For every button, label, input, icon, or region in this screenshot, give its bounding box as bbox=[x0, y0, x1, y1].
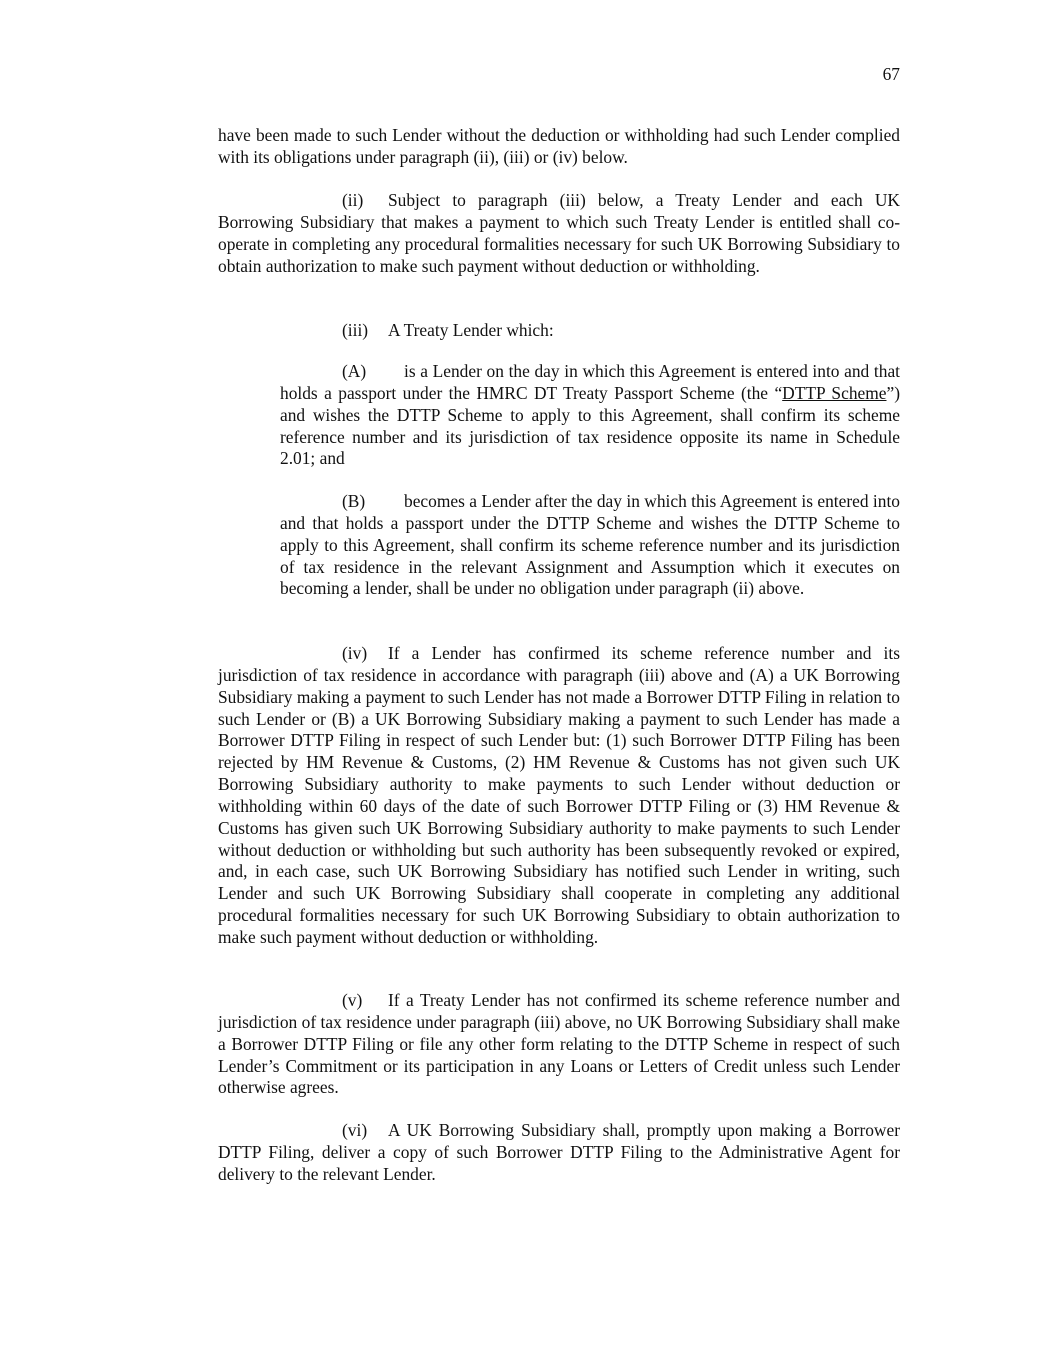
paragraph-text: is a Lender on the day in which this Agreement is entered into and that holds a passport under the HMRC DT Treaty Passport Scheme (the “ bbox=[280, 361, 900, 403]
paragraph-continuation bbox=[218, 125, 900, 169]
paragraph-text: If a Lender has confirmed its scheme reference number and its jurisdiction of tax residence in accordance with paragraph (iii) above and (A) a UK Borrowing Subsidiary making a payment to such Lender has not made a Borrower DTTP Filing in relation to such Lender or (B) a UK Borrowing Subsidiary making a payment to such Lender has made a Borrower DTTP Filing in respect of such Lender but: (1) such Borrower DTTP Filing has been rejected by HM Revenue & Customs, (2) HM Revenue & Customs has not given such UK Borrowing Subsidiary authority to make payments to such Lender without deduction or withholding within 60 days of the date of such Borrower DTTP Filing or (3) HM Revenue & Customs has given such UK Borrowing Subsidiary authority to make payments to such Lender without deduction or withholding but such authority has been subsequently revoked or expired, and, in each case, such UK Borrowing Subsidiary has notified such Lender in writing, such Lender and such UK Borrowing Subsidiary shall cooperate in completing any additional procedural formalities necessary for such UK Borrowing Subsidiary to obtain authorization to make such payment without deduction or withholding. bbox=[218, 643, 900, 947]
paragraph-A bbox=[280, 361, 900, 470]
paragraph-text: have been made to such Lender without the deduction or withholding had such Lender complied with its obligations under paragraph (ii), (iii) or (iv) below. bbox=[218, 125, 900, 167]
paragraph-text: If a Treaty Lender has not confirmed its scheme reference number and jurisdiction of tax residence under paragraph (iii) above, no UK Borrowing Subsidiary shall make a Borrower DTTP Filing or file any other form relating to the DTTP Scheme in respect of such Lender’s Commitment or its participation in any Loans or Letters of Credit unless such Lender otherwise agrees. bbox=[218, 990, 900, 1098]
paragraph-vi bbox=[218, 1120, 900, 1186]
paragraph-label: (B) bbox=[342, 491, 366, 511]
paragraph-label: (ii) bbox=[342, 190, 364, 210]
paragraph-text: A UK Borrowing Subsidiary shall, promptly upon making a Borrower DTTP Filing, deliver a copy of such Borrower DTTP Filing to the Administrative Agent for delivery to the relevant Lender. bbox=[218, 1120, 900, 1184]
paragraph-text-continued: ”) and wishes the DTTP Scheme to apply to this Agreement, shall confirm its scheme reference number and its jurisdiction of tax residence opposite its name in Schedule 2.01; and bbox=[280, 382, 900, 469]
paragraph-ii bbox=[218, 190, 900, 277]
paragraph-label: (iii) bbox=[342, 320, 369, 340]
paragraph-label: (iv) bbox=[342, 643, 368, 663]
paragraph-label: (vi) bbox=[342, 1120, 368, 1140]
paragraph-text: becomes a Lender after the day in which this Agreement is entered into and that holds a passport under the DTTP Scheme and wishes the DTTP Scheme to apply to this Agreement, shall confirm its scheme reference number and its jurisdiction of tax residence in the relevant Assignment and Assumption which it executes on becoming a lender, shall be under no obligation under paragraph (ii) above. bbox=[280, 491, 900, 599]
paragraph-text: A Treaty Lender which: bbox=[388, 320, 554, 340]
paragraph-text: Subject to paragraph (iii) below, a Treaty Lender and each UK Borrowing Subsidiary that makes a payment to which such Treaty Lender is entitled shall co-operate in completing any procedural formalities necessary for such UK Borrowing Subsidiary to obtain authorization to make such payment without deduction or withholding. bbox=[218, 190, 900, 276]
paragraph-label: (A) bbox=[342, 361, 367, 381]
defined-term: DTTP Scheme bbox=[782, 382, 887, 403]
page-number: 67 bbox=[882, 64, 900, 84]
paragraph-B bbox=[280, 491, 900, 600]
paragraph-iii bbox=[218, 320, 900, 342]
paragraph-iv bbox=[218, 643, 900, 949]
paragraph-v bbox=[218, 990, 900, 1099]
paragraph-label: (v) bbox=[342, 990, 363, 1010]
